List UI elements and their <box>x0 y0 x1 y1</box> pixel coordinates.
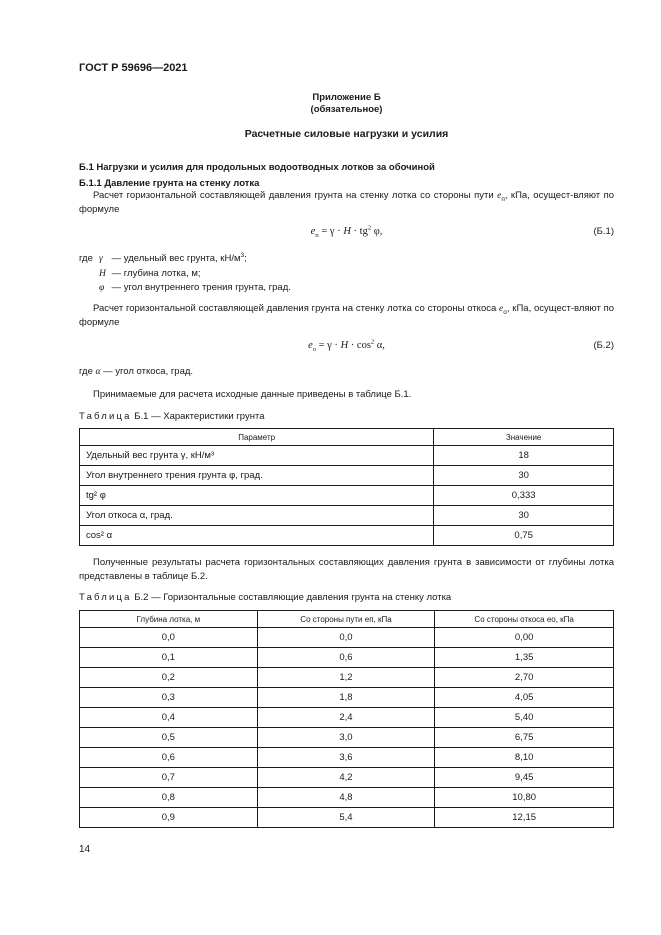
col-slope-header: Со стороны откоса eо, кПа <box>435 611 614 628</box>
doc-id: ГОСТ Р 59696—2021 <box>79 62 188 74</box>
table-header-row <box>80 611 614 628</box>
table-row <box>80 648 614 668</box>
table-cell: 6,75 <box>435 728 614 748</box>
table-cell: 2,70 <box>435 668 614 688</box>
table-cell: 4,05 <box>435 688 614 708</box>
table-row: cos² α 0,75 <box>80 526 614 546</box>
table-cell: 0,0 <box>257 628 435 648</box>
where-item: где γ — удельный вес грунта, $кН/м^3$; <box>79 251 247 264</box>
paragraph-2: Расчет горизонтальной составляющей давления грунта на стенку лотка со стороны откоса $e_о$, кПа, осущест-вляют по формуле <box>79 303 615 328</box>
where-list-1 <box>79 252 291 296</box>
table-cell: 1,8 <box>257 688 435 708</box>
table-cell: 0,2 <box>80 668 258 688</box>
table-cell: 10,80 <box>435 788 614 808</box>
table-cell: 9,45 <box>435 768 614 788</box>
b1-sub-heading: Б.1.1 Давление грунта на стенку лотка <box>79 178 260 189</box>
table-header-row <box>80 429 614 446</box>
table-cell: 1,2 <box>257 668 435 688</box>
table-cell: 2,4 <box>257 708 435 728</box>
table-cell: 0,4 <box>80 708 258 728</box>
table-row <box>80 788 614 808</box>
table1-caption: Таблица Б.1 — Характеристики грунта <box>79 411 265 422</box>
symbol-e-path: e <box>497 191 502 201</box>
appendix-title: Приложение Б <box>312 92 381 103</box>
page-number: 14 <box>79 844 91 855</box>
table-cell: 0,8 <box>80 788 258 808</box>
table-cell: 4,2 <box>257 768 435 788</box>
b1-heading: Б.1 Нагрузки и усилия для продольных водоотводных лотков за обочиной <box>79 162 435 173</box>
col-path-header: Со стороны пути eп, кПа <box>257 611 435 628</box>
table-row <box>80 668 614 688</box>
table-row: Удельный вес грунта γ, кН/м³ 18 <box>80 446 614 466</box>
formula-b2-number: (Б.2) <box>593 340 614 351</box>
table-cell: 0,5 <box>80 728 258 748</box>
symbol-e-slope: e <box>499 304 504 314</box>
section-title: Расчетные силовые нагрузки и усилия <box>244 128 449 140</box>
col-value-header: Значение <box>434 429 614 446</box>
table-cell: 0,3 <box>80 688 258 708</box>
table-row <box>80 748 614 768</box>
formula-b1: $e_п = \gamma \cdot H \cdot tg^2$ φ, (Б.1) <box>310 224 614 240</box>
table-cell: 0,00 <box>435 628 614 648</box>
table-row <box>80 728 614 748</box>
table-cell: 12,15 <box>435 808 614 828</box>
table-cell: 3,0 <box>257 728 435 748</box>
table-row: Угол откоса α, град. 30 <box>80 506 614 526</box>
table-cell: 3,6 <box>257 748 435 768</box>
where-item: H — глубина лотка, м; <box>99 267 201 279</box>
table-cell: 0,7 <box>80 768 258 788</box>
table-cell: 1,35 <box>435 648 614 668</box>
table-cell: 0,1 <box>80 648 258 668</box>
pressure-table <box>79 610 614 828</box>
where-item: φ — угол внутреннего трения грунта, град. <box>99 282 291 293</box>
table-row <box>80 808 614 828</box>
paragraph-3: Принимаемые для расчета исходные данные приведены в таблице Б.1. <box>93 389 412 400</box>
document-page <box>79 0 614 935</box>
table-cell: 0,6 <box>257 648 435 668</box>
table-cell: 5,40 <box>435 708 614 728</box>
where-list-2: где α — угол откоса, град. <box>79 366 194 377</box>
table-cell: 0,9 <box>80 808 258 828</box>
table-row <box>80 768 614 788</box>
paragraph-4: Полученные результаты расчета горизонтальных составляющих давления грунта в зависимости от глубины лотка представлены в таблице Б.2. <box>79 557 614 582</box>
formula-b2: $e_о = \gamma \cdot H \cdot \cos^2 \alpha$, (Б.2) <box>308 338 614 354</box>
col-depth-header: Глубина лотка, м <box>80 611 258 628</box>
col-param-header: Параметр <box>80 429 434 446</box>
table-cell: 8,10 <box>435 748 614 768</box>
soil-characteristics-table <box>79 428 614 546</box>
table-row <box>80 628 614 648</box>
table-cell: 4,8 <box>257 788 435 808</box>
table-cell: 0,6 <box>80 748 258 768</box>
table-row: tg² φ 0,333 <box>80 486 614 506</box>
table2-caption: Таблица Б.2 — Горизонтальные составляющие давления грунта на стенку лотка <box>79 592 452 603</box>
appendix-status: (обязательное) <box>310 104 383 115</box>
table-row <box>80 708 614 728</box>
table-row <box>80 688 614 708</box>
table-cell: 5,4 <box>257 808 435 828</box>
formula-b1-number: (Б.1) <box>593 226 614 237</box>
paragraph-1: Расчет горизонтальной составляющей давления грунта на стенку лотка со стороны пути $e_п$, кПа, осущест-вляют по формуле <box>79 190 615 215</box>
table-row: Угол внутреннего трения грунта φ, град. 30 <box>80 466 614 486</box>
table-cell: 0,0 <box>80 628 258 648</box>
